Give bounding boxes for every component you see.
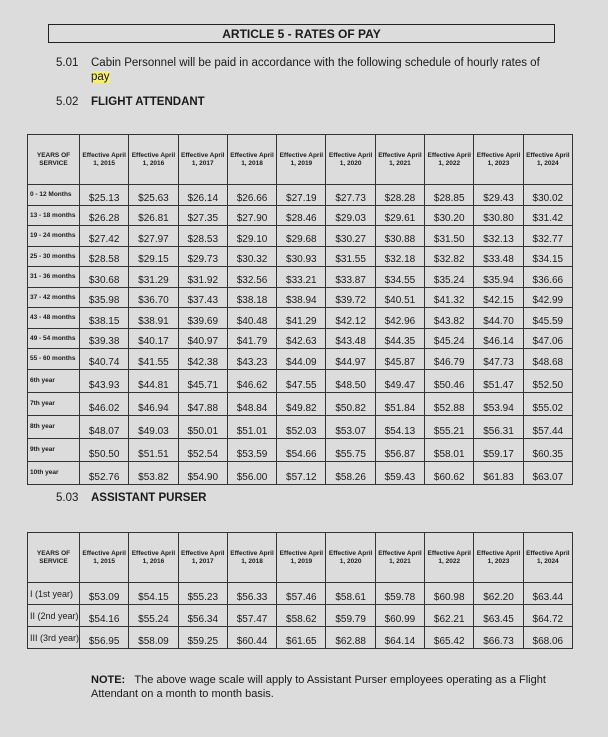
rate-cell: $42.99 <box>523 287 572 308</box>
rate-cell: $63.07 <box>523 461 572 484</box>
rate-cell: $56.95 <box>80 627 129 649</box>
rate-cell: $55.21 <box>425 415 474 438</box>
rate-cell: $27.73 <box>326 185 375 206</box>
rate-cell: $29.10 <box>227 226 276 247</box>
rate-cell: $52.03 <box>277 415 326 438</box>
rate-cell: $30.88 <box>375 226 424 247</box>
rate-cell: $47.73 <box>474 349 523 370</box>
rate-cell: $60.62 <box>425 461 474 484</box>
rate-cell: $59.25 <box>178 627 227 649</box>
rate-cell: $62.21 <box>425 605 474 627</box>
service-label: 19 - 24 months <box>28 226 80 247</box>
table-row <box>28 369 573 392</box>
rate-cell: $33.87 <box>326 267 375 288</box>
service-label: 9th year <box>28 438 80 461</box>
service-label: 8th year <box>28 415 80 438</box>
rate-cell: $52.50 <box>523 369 572 392</box>
column-header: Effective April 1, 2018 <box>227 135 276 185</box>
rate-cell: $60.35 <box>523 438 572 461</box>
rate-cell: $42.38 <box>178 349 227 370</box>
column-header: Effective April 1, 2022 <box>425 533 474 583</box>
column-header: Effective April 1, 2019 <box>277 135 326 185</box>
rate-cell: $46.14 <box>474 328 523 349</box>
column-header: Effective April 1, 2021 <box>375 135 424 185</box>
rate-cell: $46.62 <box>227 369 276 392</box>
rate-cell: $54.66 <box>277 438 326 461</box>
rate-cell: $44.09 <box>277 349 326 370</box>
column-header: Effective April 1, 2017 <box>178 533 227 583</box>
service-label: 6th year <box>28 369 80 392</box>
service-label: 37 - 42 months <box>28 287 80 308</box>
rate-cell: $58.61 <box>326 583 375 605</box>
rate-cell: $50.46 <box>425 369 474 392</box>
rate-cell: $57.47 <box>227 605 276 627</box>
table-row <box>28 226 573 247</box>
rate-cell: $28.28 <box>375 185 424 206</box>
rate-cell: $29.73 <box>178 246 227 267</box>
column-header: Effective April 1, 2016 <box>129 533 178 583</box>
column-header: Effective April 1, 2019 <box>277 533 326 583</box>
rate-cell: $68.06 <box>523 627 572 649</box>
service-header: YEARS OF SERVICE <box>28 533 80 583</box>
rate-cell: $58.09 <box>129 627 178 649</box>
rate-cell: $65.42 <box>425 627 474 649</box>
rate-cell: $32.77 <box>523 226 572 247</box>
column-header: Effective April 1, 2020 <box>326 135 375 185</box>
column-header: Effective April 1, 2022 <box>425 135 474 185</box>
section-number-502: 5.02 <box>56 96 79 108</box>
table-row <box>28 246 573 267</box>
rate-cell: $44.97 <box>326 349 375 370</box>
service-label: 10th year <box>28 461 80 484</box>
rate-cell: $50.82 <box>326 392 375 415</box>
rate-cell: $51.01 <box>227 415 276 438</box>
rate-cell: $46.79 <box>425 349 474 370</box>
column-header: Effective April 1, 2024 <box>523 533 572 583</box>
rate-cell: $36.70 <box>129 287 178 308</box>
rate-cell: $62.88 <box>326 627 375 649</box>
rate-cell: $48.84 <box>227 392 276 415</box>
assistant-purser-pay-table <box>27 532 573 649</box>
service-header: YEARS OF SERVICE <box>28 135 80 185</box>
wage-note <box>91 673 561 701</box>
rate-cell: $63.45 <box>474 605 523 627</box>
rate-cell: $37.43 <box>178 287 227 308</box>
rate-cell: $33.48 <box>474 246 523 267</box>
rate-cell: $57.46 <box>277 583 326 605</box>
rate-cell: $47.06 <box>523 328 572 349</box>
rate-cell: $46.02 <box>80 392 129 415</box>
rate-cell: $27.97 <box>129 226 178 247</box>
rate-cell: $26.81 <box>129 205 178 226</box>
rate-cell: $53.82 <box>129 461 178 484</box>
rate-cell: $54.90 <box>178 461 227 484</box>
rate-cell: $55.23 <box>178 583 227 605</box>
rate-cell: $29.43 <box>474 185 523 206</box>
rate-cell: $62.20 <box>474 583 523 605</box>
rate-cell: $45.87 <box>375 349 424 370</box>
rate-cell: $60.98 <box>425 583 474 605</box>
rate-cell: $56.87 <box>375 438 424 461</box>
column-header: Effective April 1, 2023 <box>474 135 523 185</box>
rate-cell: $42.12 <box>326 308 375 329</box>
rate-cell: $63.44 <box>523 583 572 605</box>
section-502-heading: FLIGHT ATTENDANT <box>91 96 205 108</box>
rate-cell: $45.59 <box>523 308 572 329</box>
rate-cell: $54.16 <box>80 605 129 627</box>
rate-cell: $30.80 <box>474 205 523 226</box>
rate-cell: $27.35 <box>178 205 227 226</box>
rate-cell: $31.55 <box>326 246 375 267</box>
rate-cell: $44.35 <box>375 328 424 349</box>
rate-cell: $40.48 <box>227 308 276 329</box>
rate-cell: $38.15 <box>80 308 129 329</box>
rate-cell: $43.23 <box>227 349 276 370</box>
service-label: I (1st year) <box>28 583 80 605</box>
rate-cell: $48.50 <box>326 369 375 392</box>
rate-cell: $61.65 <box>277 627 326 649</box>
rate-cell: $27.90 <box>227 205 276 226</box>
rate-cell: $44.81 <box>129 369 178 392</box>
section-501-body: Cabin Personnel will be paid in accordance with the following schedule of hourly rates of <box>91 57 540 69</box>
rate-cell: $64.72 <box>523 605 572 627</box>
rate-cell: $55.24 <box>129 605 178 627</box>
rate-cell: $56.31 <box>474 415 523 438</box>
rate-cell: $27.19 <box>277 185 326 206</box>
rate-cell: $52.76 <box>80 461 129 484</box>
rate-cell: $33.21 <box>277 267 326 288</box>
rate-cell: $51.51 <box>129 438 178 461</box>
rate-cell: $27.42 <box>80 226 129 247</box>
service-label: III (3rd year) <box>28 627 80 649</box>
rate-cell: $28.58 <box>80 246 129 267</box>
rate-cell: $56.00 <box>227 461 276 484</box>
column-header: Effective April 1, 2017 <box>178 135 227 185</box>
rate-cell: $55.75 <box>326 438 375 461</box>
rate-cell: $41.55 <box>129 349 178 370</box>
rate-cell: $54.15 <box>129 583 178 605</box>
section-number-501: 5.01 <box>56 57 79 69</box>
rate-cell: $25.63 <box>129 185 178 206</box>
table-row <box>28 438 573 461</box>
column-header: Effective April 1, 2015 <box>80 533 129 583</box>
table-row <box>28 583 573 605</box>
rate-cell: $40.97 <box>178 328 227 349</box>
table-row <box>28 415 573 438</box>
rate-cell: $36.66 <box>523 267 572 288</box>
rate-cell: $29.61 <box>375 205 424 226</box>
rate-cell: $50.50 <box>80 438 129 461</box>
rate-cell: $56.34 <box>178 605 227 627</box>
rate-cell: $39.69 <box>178 308 227 329</box>
rate-cell: $53.07 <box>326 415 375 438</box>
rate-cell: $58.26 <box>326 461 375 484</box>
rate-cell: $25.13 <box>80 185 129 206</box>
service-label: 49 - 54 months <box>28 328 80 349</box>
rate-cell: $50.01 <box>178 415 227 438</box>
column-header: Effective April 1, 2020 <box>326 533 375 583</box>
rate-cell: $43.82 <box>425 308 474 329</box>
rate-cell: $59.43 <box>375 461 424 484</box>
rate-cell: $53.94 <box>474 392 523 415</box>
rate-cell: $40.51 <box>375 287 424 308</box>
table-row <box>28 205 573 226</box>
rate-cell: $30.32 <box>227 246 276 267</box>
table-row <box>28 308 573 329</box>
rate-cell: $48.68 <box>523 349 572 370</box>
rate-cell: $64.14 <box>375 627 424 649</box>
section-501-text <box>91 56 561 84</box>
rate-cell: $60.99 <box>375 605 424 627</box>
rate-cell: $39.72 <box>326 287 375 308</box>
table-row <box>28 605 573 627</box>
rate-cell: $32.82 <box>425 246 474 267</box>
service-label: 25 - 30 months <box>28 246 80 267</box>
rate-cell: $51.47 <box>474 369 523 392</box>
table-row <box>28 287 573 308</box>
rate-cell: $31.29 <box>129 267 178 288</box>
rate-cell: $29.68 <box>277 226 326 247</box>
rate-cell: $66.73 <box>474 627 523 649</box>
rate-cell: $59.78 <box>375 583 424 605</box>
service-label: 43 - 48 months <box>28 308 80 329</box>
service-label: II (2nd year) <box>28 605 80 627</box>
rate-cell: $47.55 <box>277 369 326 392</box>
rate-cell: $35.94 <box>474 267 523 288</box>
rate-cell: $30.02 <box>523 185 572 206</box>
rate-cell: $45.71 <box>178 369 227 392</box>
column-header: Effective April 1, 2015 <box>80 135 129 185</box>
rate-cell: $29.15 <box>129 246 178 267</box>
rate-cell: $44.70 <box>474 308 523 329</box>
column-header: Effective April 1, 2024 <box>523 135 572 185</box>
rate-cell: $30.20 <box>425 205 474 226</box>
rate-cell: $42.63 <box>277 328 326 349</box>
rate-cell: $48.07 <box>80 415 129 438</box>
rate-cell: $45.24 <box>425 328 474 349</box>
column-header: Effective April 1, 2021 <box>375 533 424 583</box>
rate-cell: $61.83 <box>474 461 523 484</box>
rate-cell: $41.79 <box>227 328 276 349</box>
rate-cell: $26.14 <box>178 185 227 206</box>
rate-cell: $56.33 <box>227 583 276 605</box>
rate-cell: $52.88 <box>425 392 474 415</box>
rate-cell: $39.38 <box>80 328 129 349</box>
rate-cell: $28.85 <box>425 185 474 206</box>
rate-cell: $26.28 <box>80 205 129 226</box>
flight-attendant-pay-table <box>27 134 573 485</box>
rate-cell: $58.62 <box>277 605 326 627</box>
rate-cell: $43.93 <box>80 369 129 392</box>
rate-cell: $53.59 <box>227 438 276 461</box>
rate-cell: $30.68 <box>80 267 129 288</box>
table-row <box>28 461 573 484</box>
rate-cell: $32.18 <box>375 246 424 267</box>
note-text: The above wage scale will apply to Assistant Purser employees operating as a Flight Attendant on a month to month basis. <box>91 674 546 700</box>
rate-cell: $35.98 <box>80 287 129 308</box>
rate-cell: $47.88 <box>178 392 227 415</box>
highlighted-word: pay <box>91 71 110 83</box>
rate-cell: $32.56 <box>227 267 276 288</box>
rate-cell: $42.96 <box>375 308 424 329</box>
rate-cell: $29.03 <box>326 205 375 226</box>
rate-cell: $41.32 <box>425 287 474 308</box>
rate-cell: $57.44 <box>523 415 572 438</box>
section-number-503: 5.03 <box>56 492 79 504</box>
rate-cell: $54.13 <box>375 415 424 438</box>
article-title: ARTICLE 5 - RATES OF PAY <box>48 24 555 43</box>
rate-cell: $28.46 <box>277 205 326 226</box>
table-row <box>28 267 573 288</box>
service-label: 55 - 60 months <box>28 349 80 370</box>
rate-cell: $38.94 <box>277 287 326 308</box>
service-label: 0 - 12 Months <box>28 185 80 206</box>
rate-cell: $41.29 <box>277 308 326 329</box>
rate-cell: $49.47 <box>375 369 424 392</box>
rate-cell: $53.09 <box>80 583 129 605</box>
rate-cell: $31.92 <box>178 267 227 288</box>
rate-cell: $60.44 <box>227 627 276 649</box>
rate-cell: $59.17 <box>474 438 523 461</box>
rate-cell: $51.84 <box>375 392 424 415</box>
rate-cell: $40.17 <box>129 328 178 349</box>
table-row <box>28 627 573 649</box>
rate-cell: $30.93 <box>277 246 326 267</box>
rate-cell: $58.01 <box>425 438 474 461</box>
rate-cell: $42.15 <box>474 287 523 308</box>
rate-cell: $30.27 <box>326 226 375 247</box>
rate-cell: $55.02 <box>523 392 572 415</box>
rate-cell: $35.24 <box>425 267 474 288</box>
rate-cell: $32.13 <box>474 226 523 247</box>
rate-cell: $34.15 <box>523 246 572 267</box>
section-503-heading: ASSISTANT PURSER <box>91 492 207 504</box>
rate-cell: $38.91 <box>129 308 178 329</box>
rate-cell: $28.53 <box>178 226 227 247</box>
rate-cell: $34.55 <box>375 267 424 288</box>
rate-cell: $49.03 <box>129 415 178 438</box>
rate-cell: $46.94 <box>129 392 178 415</box>
rate-cell: $59.79 <box>326 605 375 627</box>
rate-cell: $31.50 <box>425 226 474 247</box>
service-label: 13 - 18 months <box>28 205 80 226</box>
rate-cell: $52.54 <box>178 438 227 461</box>
service-label: 31 - 36 months <box>28 267 80 288</box>
service-label: 7th year <box>28 392 80 415</box>
table-row <box>28 328 573 349</box>
rate-cell: $40.74 <box>80 349 129 370</box>
rate-cell: $43.48 <box>326 328 375 349</box>
rate-cell: $31.42 <box>523 205 572 226</box>
rate-cell: $38.18 <box>227 287 276 308</box>
column-header: Effective April 1, 2018 <box>227 533 276 583</box>
column-header: Effective April 1, 2016 <box>129 135 178 185</box>
column-header: Effective April 1, 2023 <box>474 533 523 583</box>
rate-cell: $26.66 <box>227 185 276 206</box>
rate-cell: $49.82 <box>277 392 326 415</box>
table-row <box>28 349 573 370</box>
table-row <box>28 392 573 415</box>
table-row <box>28 185 573 206</box>
note-label: NOTE: <box>91 674 126 686</box>
rate-cell: $57.12 <box>277 461 326 484</box>
